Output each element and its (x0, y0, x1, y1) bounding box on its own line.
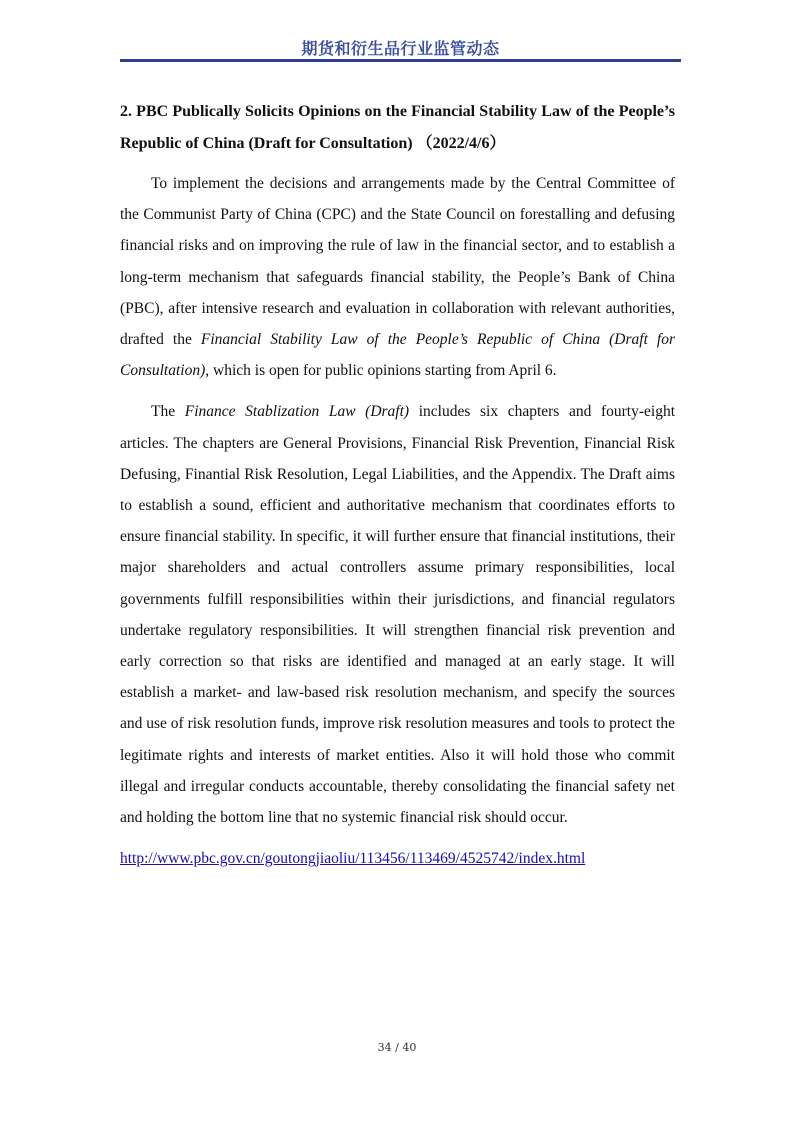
paragraph-2-text-end: includes six chapters and fourty-eight articles. The chapters are General Provisions, Financial Risk Prevention, Financial Risk Defusing, Finantial Risk Resolution, Legal Liabilities, and the Appendix. The Draft aims to establish a sound, efficient and authoritative mechanism that coordinates efforts to ensure financial stability. In specific, it will further ensure that financial institutions, their major shareholders and actual controllers assume primary responsibilities, local governments fulfill responsibilities within their jurisdictions, and financial regulators undertake regulatory responsibilities. It will strengthen financial risk prevention and early correction so that risks are identified and managed at an early stage. It will establish a market- and law-based risk resolution mechanism, and specify the sources and use of risk resolution funds, improve risk resolution measures and tools to protect the legitimate rights and interests of market entities. Also it will hold those who commit illegal and irregular conducts accountable, thereby consolidating the financial safety net and holding the bottom line that no systemic financial risk should occur. (120, 403, 675, 827)
paragraph-1-text-end: , which is open for public opinions starting from April 6. (205, 362, 557, 380)
page-header-title: 期货和衍生品行业监管动态 (301, 39, 500, 58)
source-link-line (120, 843, 675, 874)
page-number: 34 / 40 (377, 1041, 417, 1054)
paragraph-1-law-title: Financial Stability Law of the People’s Republic of China (Draft for Consultation) (120, 331, 675, 380)
article-title: 2. PBC Publically Solicits Opinions on the Financial Stability Law of the People’s Republic of China (Draft for Consultation) （2022/4/6） (120, 103, 675, 152)
paragraph-1 (120, 168, 675, 386)
paragraph-2-law-title: Finance Stablization Law (Draft) (184, 403, 410, 421)
source-link[interactable]: http://www.pbc.gov.cn/goutongjiaoliu/113456/113469/4525742/index.html (120, 850, 586, 868)
article-body (120, 96, 675, 874)
paragraph-1-text-start: To implement the decisions and arrangements made by the Central Committee of the Communist Party of China (CPC) and the State Council on forestalling and defusing financial risks and on improving the rule of law in the financial sector, and to establish a long-term mechanism that safeguards financial stability, the People’s Bank of China (PBC), after intensive research and evaluation in collaboration with relevant authorities, drafted the (120, 175, 675, 349)
paragraph-2-text-start: The (151, 403, 185, 421)
header-divider (120, 59, 681, 62)
paragraph-2 (120, 396, 675, 833)
